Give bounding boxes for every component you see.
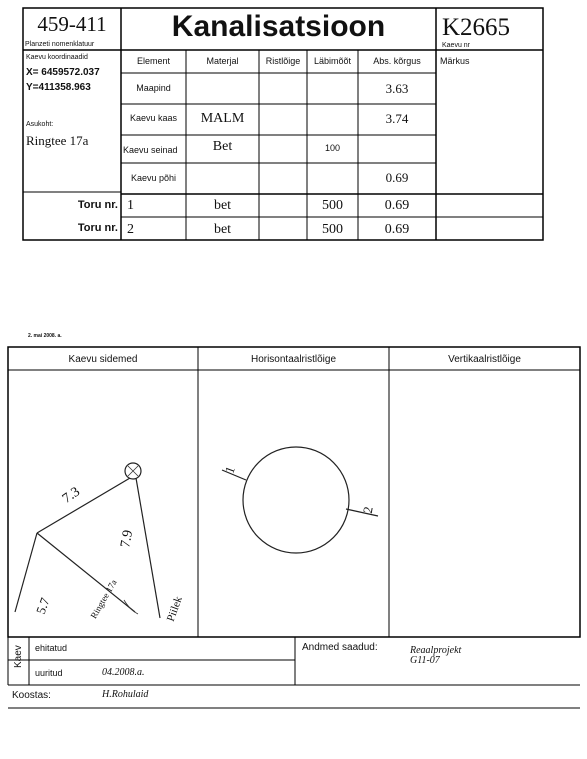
table-row-material: MALM (200, 111, 245, 126)
coord-y: Y=411358.963 (26, 82, 91, 93)
author-value: H.Rohulaid (102, 689, 149, 700)
author-label: Koostas: (12, 690, 51, 701)
horizontal-section-sketch (222, 447, 378, 553)
col-header-material: Materjal (206, 56, 239, 66)
well-circle (243, 447, 349, 553)
connections-sketch (15, 463, 160, 621)
data-from-line1: Reaalprojekt (410, 645, 462, 656)
sketch-length-right: 7.9 (118, 528, 137, 549)
col-header-diameter: Läbimõõt (313, 56, 352, 66)
pipe-1-mark: 1 (221, 464, 238, 476)
pipe-material: bet (213, 222, 232, 237)
table-row-material: Bet (212, 139, 233, 154)
pipe-diameter: 500 (322, 222, 343, 237)
sheet-label: Planzeti nomenklatuur (25, 41, 95, 48)
page-title: Kanalisatsioon (171, 10, 386, 43)
col-header-cross: Ristlõige (265, 56, 301, 66)
sheet-number: 459-411 (37, 12, 107, 36)
pipe-2-mark: 2 (359, 505, 376, 515)
coord-x: X= 6459572.037 (26, 67, 100, 78)
well-id-label: Kaevu nr (442, 42, 471, 49)
table-row-element: Kaevu põhi (130, 173, 177, 183)
measured-value: 04.2008.a. (102, 667, 145, 678)
table-row-element: Maapind (136, 83, 171, 93)
pipe-height: 0.69 (384, 222, 410, 237)
pipe-label: Toru nr. (77, 199, 118, 211)
pipe-label: Toru nr. (77, 222, 118, 234)
table-row-height: 3.63 (385, 81, 409, 96)
pipe-diameter: 500 (322, 198, 343, 213)
well-id: K2665 (442, 14, 511, 41)
footer-vertical-label: Kaev (13, 645, 24, 668)
location-label: Asukoht: (26, 121, 54, 128)
section-vertical: Vertikaalristlõige (448, 354, 521, 365)
col-header-element: Element (136, 56, 171, 66)
pipe-nr: 1 (127, 198, 134, 213)
sketch-note-a: 5.7 (32, 595, 53, 617)
sketch-note-c: Piilek (164, 594, 185, 624)
col-header-height: Abs. kõrgus (373, 56, 421, 66)
data-from-label: Andmed saadud: (302, 642, 378, 653)
col-header-notes: Märkus (440, 56, 470, 66)
table-row-height: 3.74 (385, 111, 409, 126)
pipe-material: bet (213, 198, 232, 213)
table-row-height: 0.69 (385, 170, 409, 185)
pipe-nr: 2 (127, 222, 134, 237)
coords-label: Kaevu koordinaadid (26, 54, 88, 61)
sketch-note-b: Ringtee 17a (88, 577, 119, 621)
measured-label: uuritud (35, 668, 63, 678)
section-horizontal: Horisontaalristlõige (250, 354, 337, 365)
table-row-diameter: 100 (324, 143, 341, 153)
pipe-height: 0.69 (384, 198, 410, 213)
data-from-line2: G11-07 (410, 655, 440, 666)
location-value: Ringtee 17a (26, 133, 89, 148)
table-row-element: Kaevu seinad (123, 145, 178, 155)
table-row-element: Kaevu kaas (129, 113, 178, 123)
built-label: ehitatud (35, 643, 68, 653)
sketch-length-top: 7.3 (59, 484, 83, 507)
date-note: 2. mai 2008. a. (28, 333, 62, 339)
section-connections: Kaevu sidemed (68, 354, 138, 365)
